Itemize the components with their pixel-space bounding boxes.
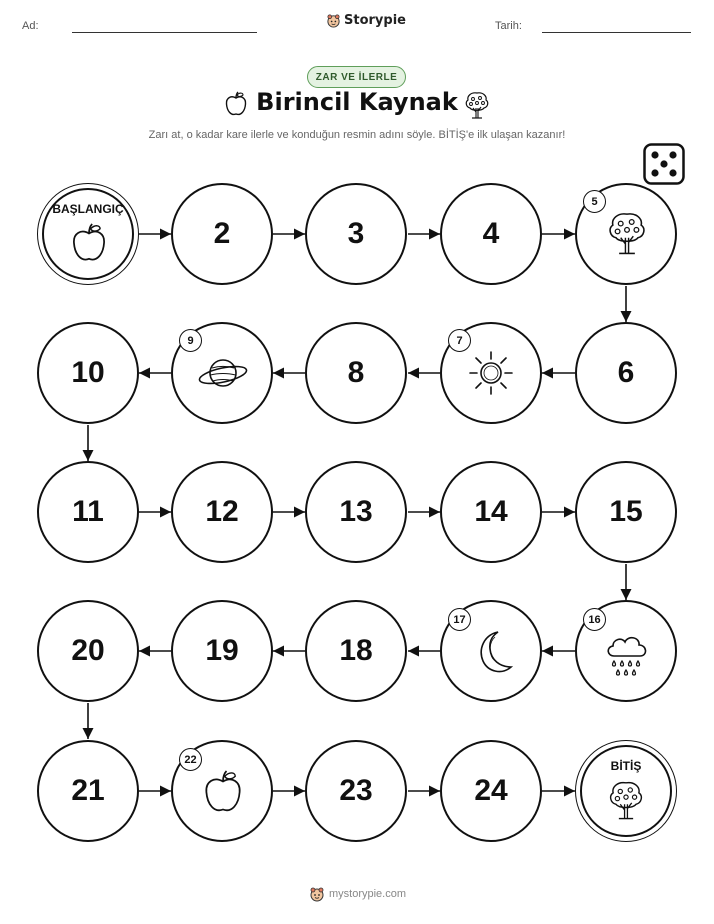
cell-number: 12 [205,495,239,528]
board-cell-23[interactable] [305,740,407,842]
board-cell-8[interactable] [305,322,407,424]
board-cell-13[interactable] [305,461,407,563]
storypie-mascot-icon [309,886,325,902]
cell-number: 18 [339,634,373,667]
page-title: Birincil Kaynak [256,88,458,116]
cell-number: 3 [347,217,365,250]
date-label: Tarih: [495,20,522,32]
apple-icon [202,769,244,820]
board-cell-15[interactable] [575,461,677,563]
board-cell-14[interactable] [440,461,542,563]
tree-icon [605,208,649,263]
cell-number: 6 [617,356,635,389]
footer-site[interactable]: mystorypie.com [329,888,407,900]
cell-number: 21 [71,774,105,807]
tree-icon [606,777,646,828]
board-cell-3[interactable] [305,183,407,285]
cell-number: 19 [205,634,239,667]
cell-number-tag: 7 [448,329,471,352]
sun-icon [468,350,514,401]
cell-number: 23 [339,774,373,807]
cell-number: 10 [71,356,105,389]
cell-number: 14 [474,495,508,528]
board-cell-12[interactable] [171,461,273,563]
board-cell-start[interactable] [37,183,139,285]
board-cell-4[interactable] [440,183,542,285]
cell-number: 2 [213,217,231,250]
footer [309,886,406,902]
board-cell-10[interactable] [37,322,139,424]
cell-number: 4 [482,217,500,250]
instructions: Zarı at, o kadar kare ilerle ve konduğun resmin adını söyle. BİTİŞ'e ilk ulaşan kazanır! [148,129,566,141]
cell-number: 13 [339,495,373,528]
cell-number-tag: 22 [179,748,202,771]
apple-icon [70,222,108,269]
cell-number-tag: 5 [583,190,606,213]
rain-cloud-icon [602,630,652,685]
start-label: BAŞLANGIÇ [52,202,124,216]
cell-number-tag: 9 [179,329,202,352]
board-cell-19[interactable] [171,600,273,702]
cell-number: 20 [71,634,105,667]
cell-number-tag: 17 [448,608,471,631]
planet-icon [197,354,249,397]
name-label: Ad: [22,20,39,32]
board-cell-24[interactable] [440,740,542,842]
board-cell-18[interactable] [305,600,407,702]
cell-number-tag: 16 [583,608,606,631]
board-cell-2[interactable] [171,183,273,285]
board-cell-11[interactable] [37,461,139,563]
board-cell-20[interactable] [37,600,139,702]
game-type-badge: ZAR VE İLERLE [307,66,406,88]
board-cell-finish[interactable] [575,740,677,842]
cell-number: 8 [347,356,365,389]
cell-number: 11 [72,495,104,528]
board-cell-6[interactable] [575,322,677,424]
moon-icon [472,629,514,680]
finish-label: BİTİŞ [610,759,642,773]
board-cell-21[interactable] [37,740,139,842]
cell-number: 24 [474,774,508,807]
brand-name: Storypie [344,13,406,28]
cell-number: 15 [609,495,643,528]
